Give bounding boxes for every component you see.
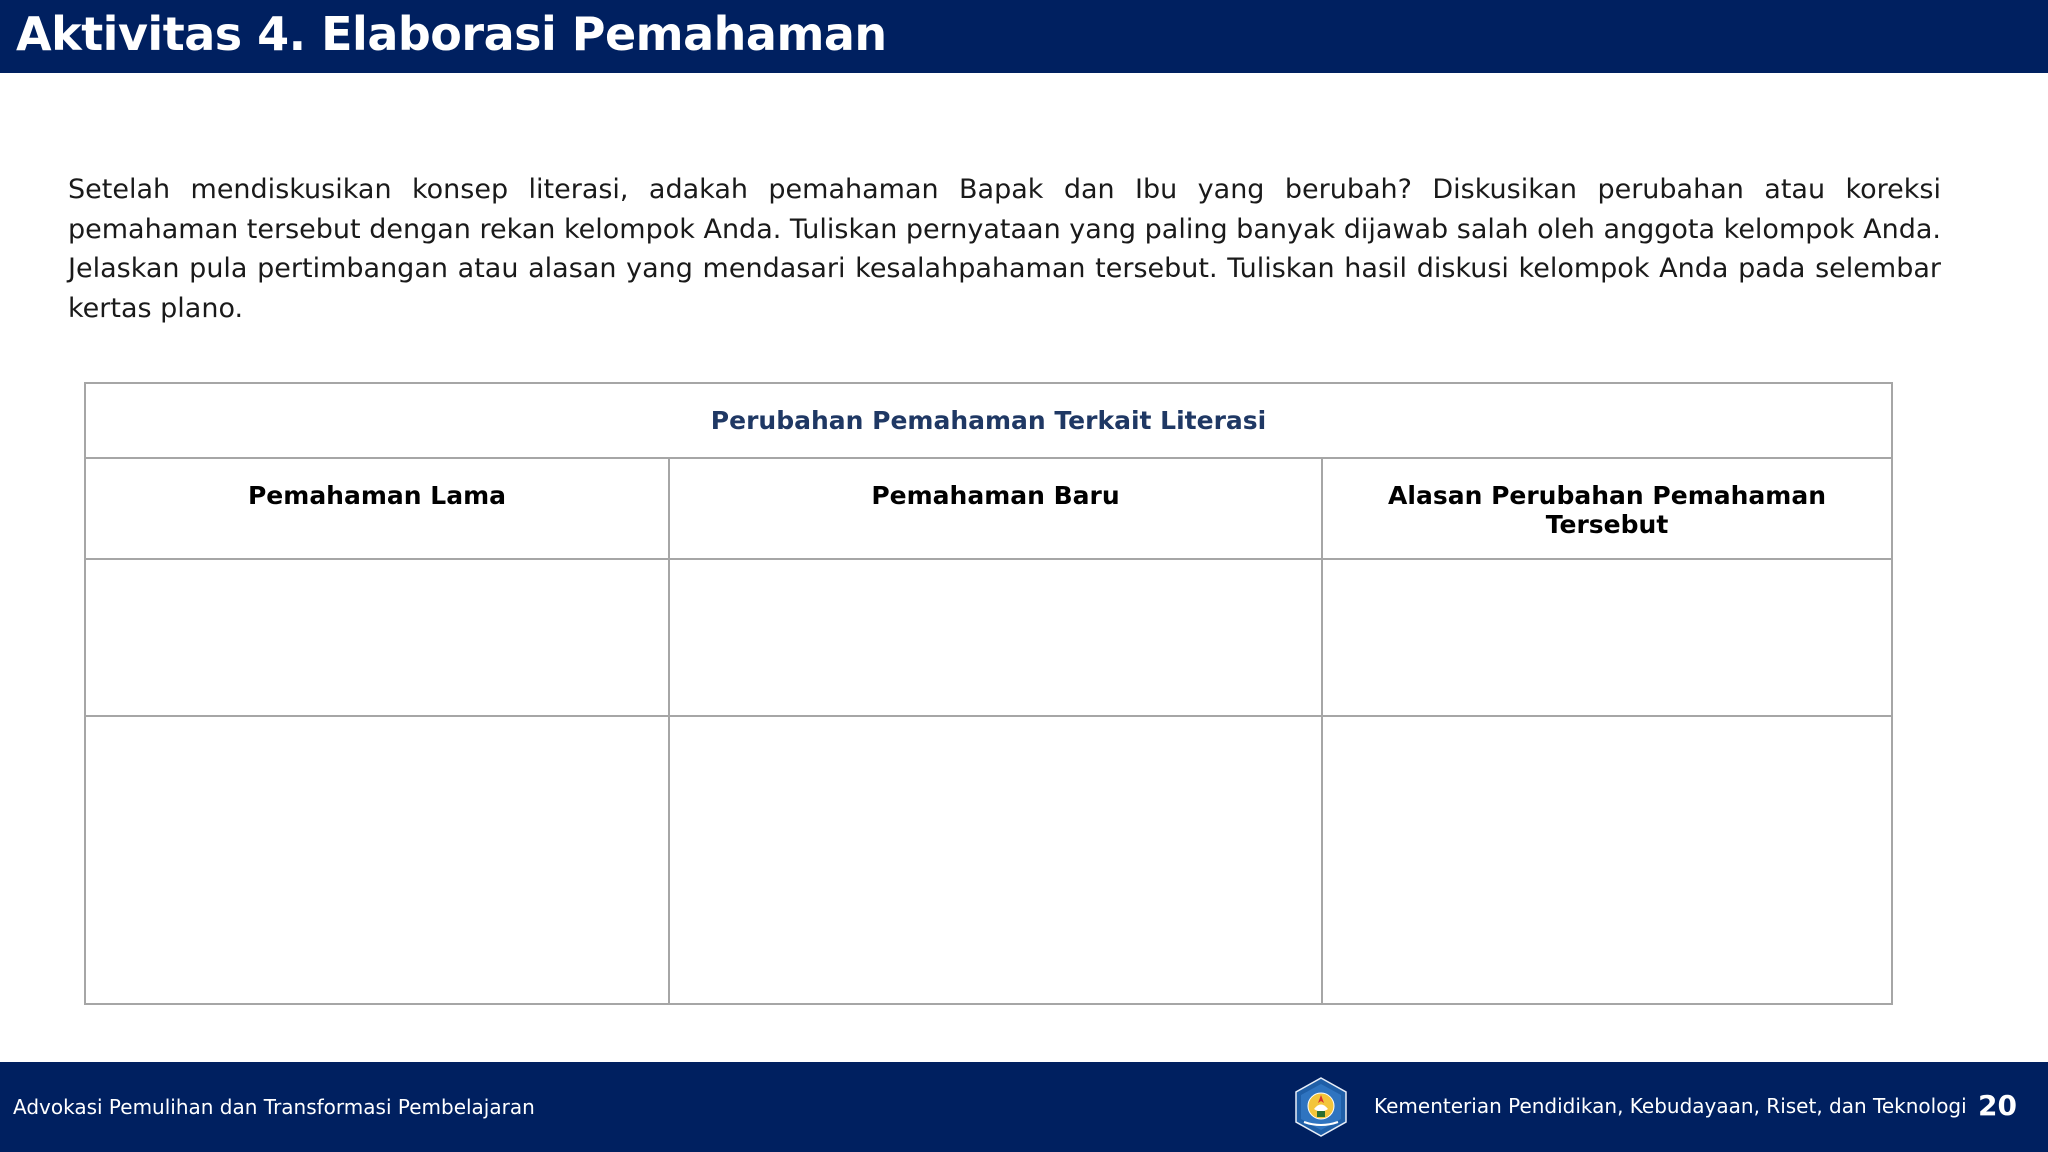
table-header-row — [85, 458, 1892, 559]
column-header-pemahaman-lama: Pemahaman Lama — [85, 458, 669, 559]
footer-bar — [0, 1062, 2048, 1152]
footer-ministry-name: Kementerian Pendidikan, Kebudayaan, Riset, dan Teknologi — [1374, 1094, 1967, 1118]
column-header-alasan-perubahan: Alasan Perubahan Pemahaman Tersebut — [1322, 458, 1892, 559]
table-cell-pemahaman-lama[interactable] — [85, 716, 669, 1004]
instructions-paragraph: Setelah mendiskusikan konsep literasi, adakah pemahaman Bapak dan Ibu yang berubah? Diskusikan perubahan atau koreksi pemahaman tersebut dengan rekan kelompok Anda. Tuliskan pernyataan yang paling banyak dijawab salah oleh anggota kelompok Anda. Jelaskan pula pertimbangan atau alasan yang mendasari kesalahpahaman tersebut. Tuliskan hasil diskusi kelompok Anda pada selembar kertas plano. — [68, 174, 1941, 324]
tut-wuri-handayani-emblem-icon — [1290, 1076, 1352, 1138]
table-row — [85, 559, 1892, 716]
table-row — [85, 716, 1892, 1004]
table-cell-pemahaman-lama[interactable] — [85, 559, 669, 716]
table-cell-alasan-perubahan[interactable] — [1322, 716, 1892, 1004]
footer-program-name: Advokasi Pemulihan dan Transformasi Pembelajaran — [13, 1095, 535, 1119]
column-header-pemahaman-baru: Pemahaman Baru — [669, 458, 1322, 559]
page-title: Aktivitas 4. Elaborasi Pemahaman — [16, 7, 887, 61]
table-cell-alasan-perubahan[interactable] — [1322, 559, 1892, 716]
page-number: 20 — [1978, 1089, 2017, 1122]
table-title-row — [85, 383, 1892, 458]
worksheet-table — [84, 382, 1893, 1005]
table-title: Perubahan Pemahaman Terkait Literasi — [85, 383, 1892, 458]
header-bar — [0, 0, 2048, 73]
table-cell-pemahaman-baru[interactable] — [669, 716, 1322, 1004]
table-cell-pemahaman-baru[interactable] — [669, 559, 1322, 716]
